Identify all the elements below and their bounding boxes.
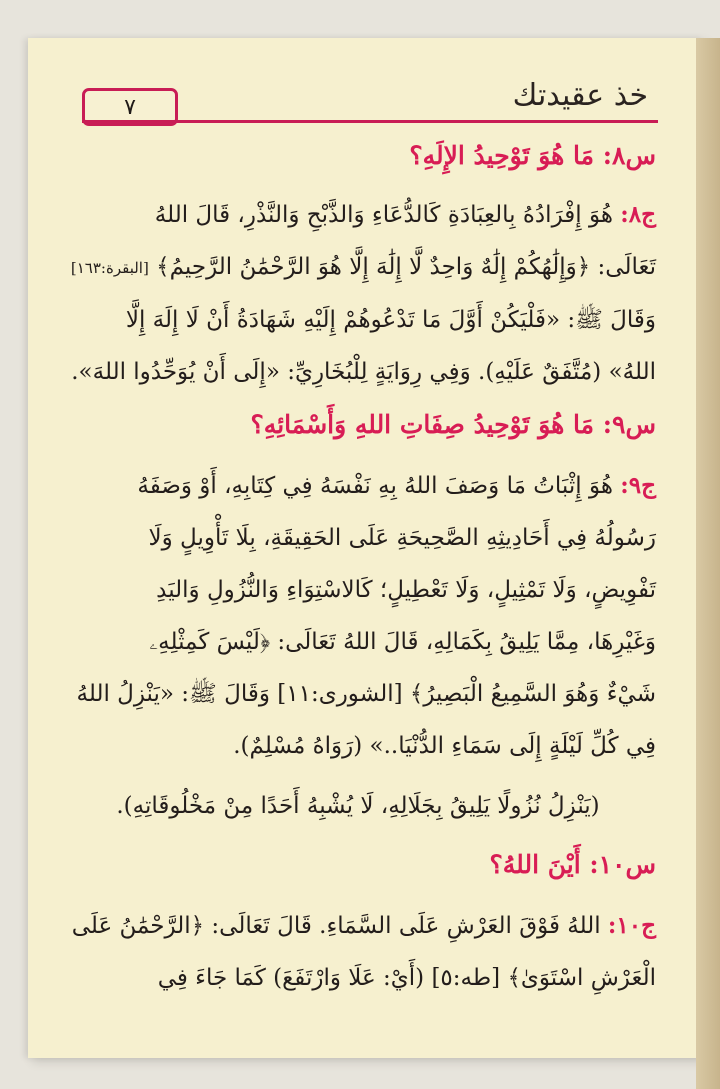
question-10-label: س١٠: [589, 850, 656, 879]
book-title: خذ عقيدتك [512, 78, 648, 113]
answer-9-line-5: شَيْءٌ وَهُوَ السَّمِيعُ الْبَصِيرُ﴾ [الشورى:١١] وَقَالَ ﷺ: «يَنْزِلُ اللهُ [76, 681, 656, 707]
answer-8 [60, 189, 656, 398]
page-header [58, 70, 658, 130]
question-10-text: أَيْنَ اللهُ؟ [489, 850, 581, 879]
answer-9-line-4: وَغَيْرِهَا، مِمَّا يَلِيقُ بِكَمَالِهِ، قَالَ اللهُ تَعَالَى: ﴿لَيْسَ كَمِثْلِهِۦ [149, 629, 656, 655]
answer-9-line-3: تَفْوِيضٍ، وَلَا تَمْثِيلٍ، وَلَا تَعْطِيلٍ؛ كَالاسْتِوَاءِ وَالنُّزُولِ وَاليَدِ [156, 577, 656, 603]
answer-8-line-2: تَعَالَى: ﴿وَإِلَٰهُكُمْ إِلَٰهٌ وَاحِدٌ لَّا إِلَٰهَ إِلَّا هُوَ الرَّحْمَٰنُ الرَّحِيمُ﴾ [156, 254, 656, 280]
page-content [60, 135, 656, 1004]
question-8-text: مَا هُوَ تَوْحِيدُ الإِلَهِ؟ [409, 141, 595, 170]
answer-9-label: ج٩: [620, 472, 656, 499]
answer-8-ref: [البقرة:١٦٣] [70, 259, 149, 277]
answer-10-line-1: اللهُ فَوْقَ العَرْشِ عَلَى السَّمَاءِ. قَالَ تَعَالَى: ﴿الرَّحْمَٰنُ عَلَى [71, 913, 601, 939]
answer-10 [60, 900, 656, 1004]
answer-8-line-4: اللهُ» (مُتَّفَقٌ عَلَيْهِ). وَفِي رِوَايَةٍ لِلْبُخَارِيِّ: «إِلَى أَنْ يُوَحِّدُوا اللهَ». [71, 359, 656, 385]
question-9-label: س٩: [602, 410, 656, 439]
page-number: ٧ [124, 94, 136, 120]
question-9-text: مَا هُوَ تَوْحِيدُ صِفَاتِ اللهِ وَأَسْمَائِهِ؟ [250, 410, 595, 439]
answer-8-label: ج٨: [620, 201, 656, 228]
question-8 [60, 135, 656, 177]
answer-9-line-6: فِي كُلِّ لَيْلَةٍ إِلَى سَمَاءِ الدُّنْيَا..» (رَوَاهُ مُسْلِمٌ). [233, 733, 656, 759]
answer-10-label: ج١٠: [607, 912, 656, 939]
answer-9-line-2: رَسُولُهُ فِي أَحَادِيثِهِ الصَّحِيحَةِ عَلَى الحَقِيقَةِ، بِلَا تَأْوِيلٍ وَلَا [148, 525, 656, 551]
answer-9-note: (يَنْزِلُ نُزُولًا يَلِيقُ بِجَلَالِهِ، لَا يُشْبِهُ أَحَدًا مِنْ مَخْلُوقَاتِهِ). [116, 793, 600, 819]
question-8-label: س٨: [602, 141, 656, 170]
answer-9 [60, 460, 656, 772]
answer-9-line-1: هُوَ إِثْبَاتُ مَا وَصَفَ اللهُ بِهِ نَفْسَهُ فِي كِتَابِهِ، أَوْ وَصَفَهُ [137, 473, 613, 499]
header-rule [82, 120, 658, 123]
question-10 [60, 844, 656, 886]
question-9 [60, 404, 656, 446]
answer-8-line-3: وَقَالَ ﷺ: «فَلْيَكُنْ أَوَّلَ مَا تَدْعُوهُمْ إِلَيْهِ شَهَادَةُ أَنْ لَا إِلَهَ إِلَّا [125, 307, 656, 333]
answer-10-line-2: الْعَرْشِ اسْتَوَىٰ﴾ [طه:٥] (أَيْ: عَلَا وَارْتَفَعَ) كَمَا جَاءَ فِي [157, 965, 656, 991]
answer-8-line-1: هُوَ إِفْرَادُهُ بِالعِبَادَةِ كَالدُّعَاءِ وَالذَّبْحِ وَالنَّذْرِ، قَالَ اللهُ [154, 202, 613, 228]
page-edge [696, 38, 720, 1089]
